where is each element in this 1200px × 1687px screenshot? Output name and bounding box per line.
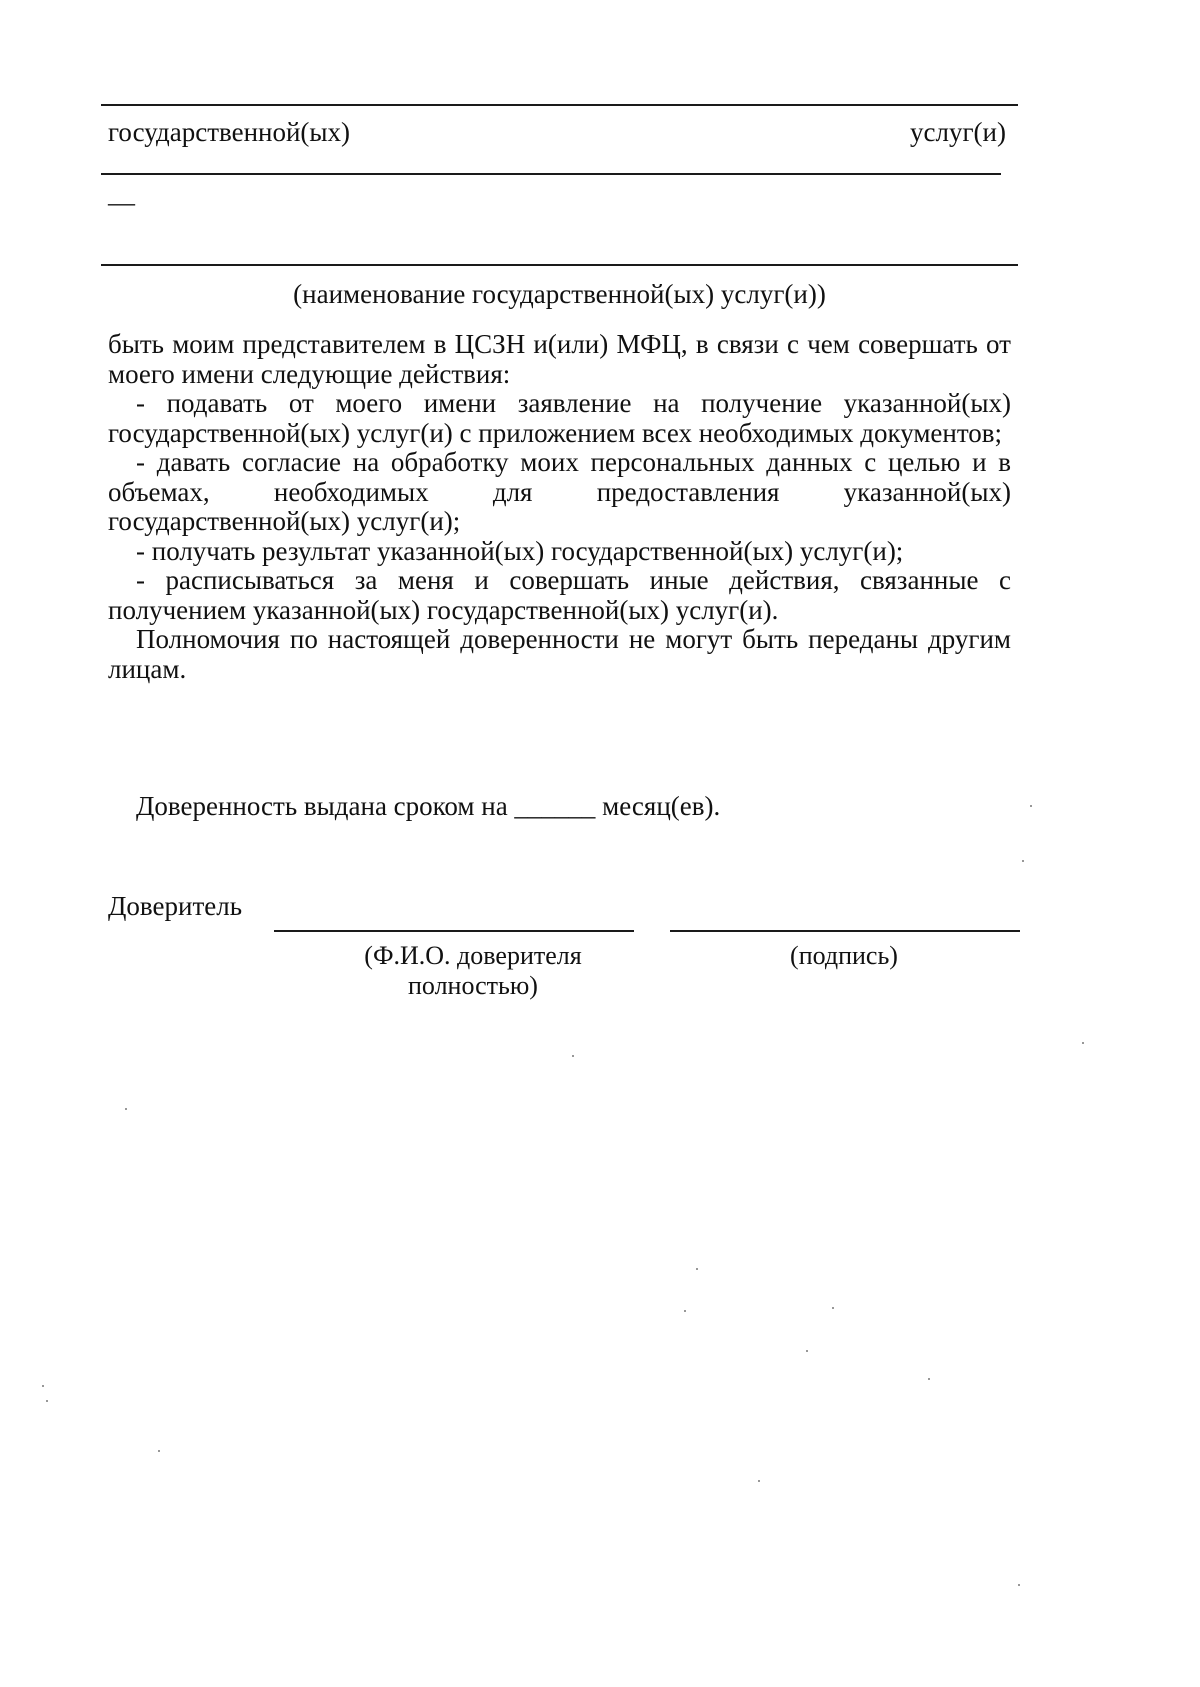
scan-speck <box>125 1108 127 1110</box>
header-right-word: услуг(и) <box>910 117 1006 147</box>
term-statement: Доверенность выдана сроком на ______ месяц(ев). <box>136 791 721 821</box>
scan-speck <box>158 1450 160 1452</box>
scan-speck <box>696 1268 698 1270</box>
scan-speck <box>1022 860 1024 862</box>
authority-item-4: - расписываться за меня и совершать иные действия, связанные с получением указанной(ых) государственной(ых) услуг(и). <box>108 565 1011 625</box>
scan-speck <box>1030 805 1032 807</box>
scan-speck <box>572 1055 574 1057</box>
scan-speck <box>1018 1584 1020 1586</box>
principal-label: Доверитель <box>108 891 243 921</box>
scan-speck <box>758 1480 760 1482</box>
leading-dash: — <box>108 187 135 217</box>
scan-speck <box>1082 1042 1084 1044</box>
scan-speck <box>46 1400 48 1402</box>
authority-closing: Полномочия по настоящей доверенности не могут быть переданы другим лицам. <box>108 624 1011 684</box>
authority-item-3: - получать результат указанной(ых) государственной(ых) услуг(и); <box>136 535 904 566</box>
service-name-rule-1 <box>101 173 1001 175</box>
scan-speck <box>928 1378 930 1380</box>
principal-name-line <box>274 930 634 932</box>
principal-signature-caption: (подпись) <box>790 941 898 970</box>
header-left-word: государственной(ых) <box>108 117 351 147</box>
scan-speck <box>806 1350 808 1352</box>
service-name-caption: (наименование государственной(ых) услуг(и)) <box>293 279 826 309</box>
scan-speck <box>832 1307 834 1309</box>
authority-item-1: - подавать от моего имени заявление на получение указанной(ых) государственной(ых) услуг(и) с приложением всех необходимых документов; <box>108 388 1011 448</box>
service-name-rule-2 <box>101 264 1018 266</box>
authority-body <box>108 330 1011 684</box>
principal-name-caption: (Ф.И.О. доверителя полностью) <box>364 941 582 1000</box>
scan-speck <box>684 1310 686 1312</box>
authority-intro: быть моим представителем в ЦСЗН и(или) МФЦ, в связи с чем совершать от моего имени следующие действия: <box>108 329 1011 389</box>
top-rule <box>101 104 1018 106</box>
principal-signature-line <box>670 930 1020 932</box>
authority-item-2: - давать согласие на обработку моих персональных данных с целью и в объемах, необходимых для предоставления указанной(ых) государственной(ых) услуг(и); <box>108 447 1011 536</box>
scan-speck <box>42 1385 44 1387</box>
